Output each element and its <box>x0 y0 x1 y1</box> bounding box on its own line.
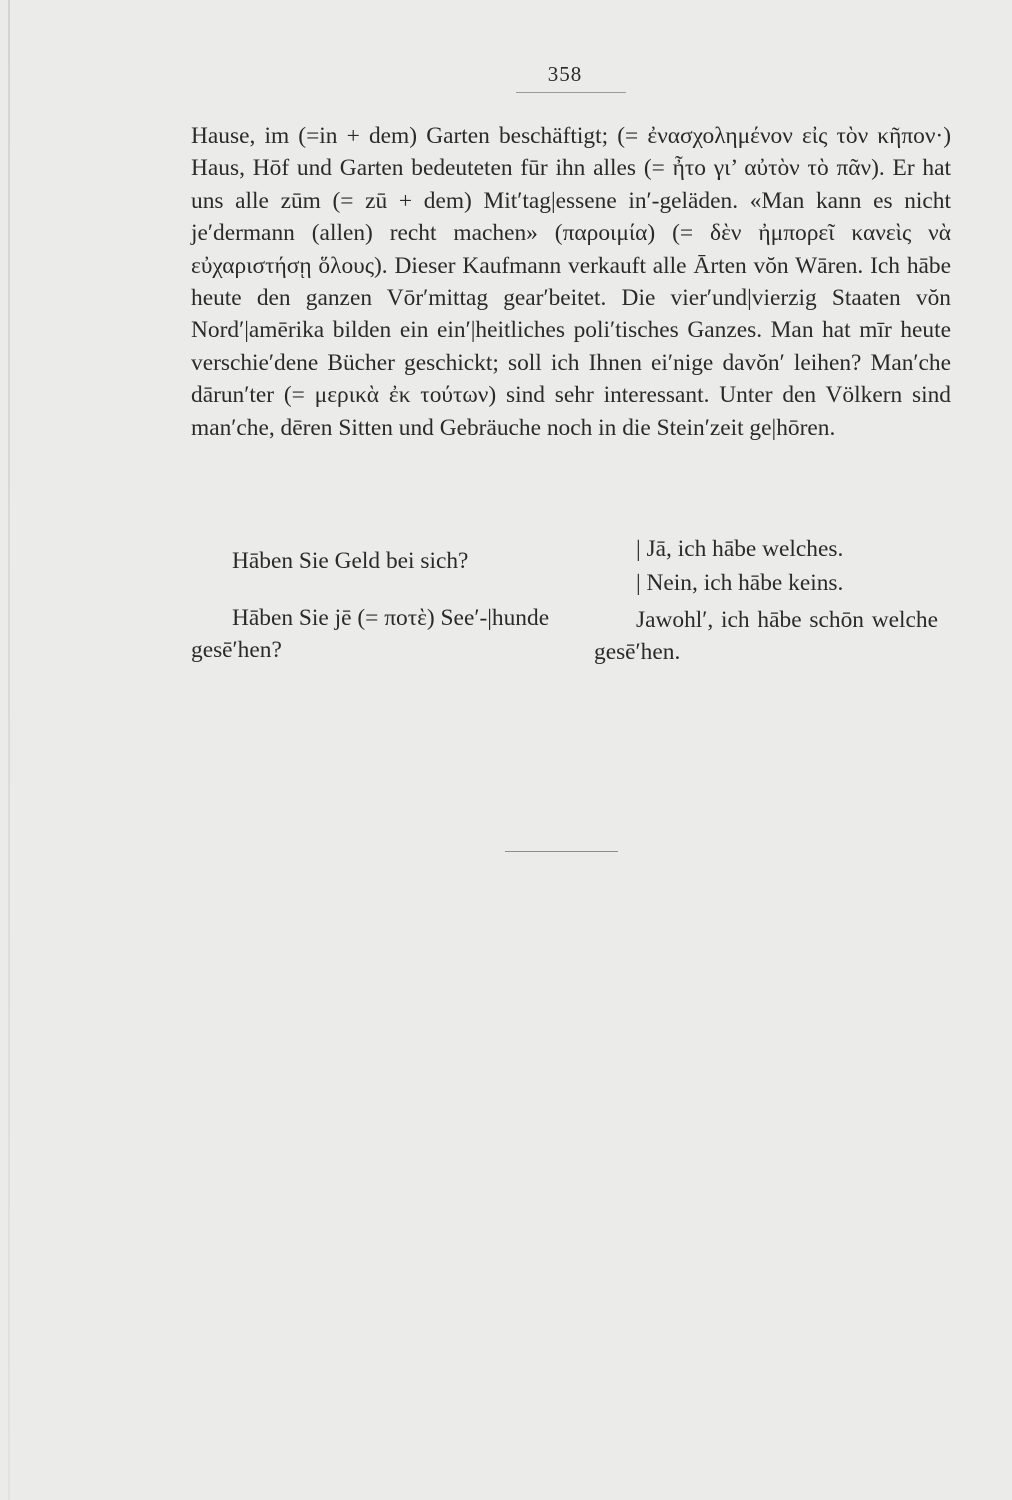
answer-money-yes: | Jā, ich hābe welches. <box>636 536 844 562</box>
question-seals: Hāben Sie jē (= ποτὲ) See′-|hunde gesē′hen? <box>191 605 550 664</box>
answer-seals: Jawohl′, ich hābe schōn welche gesē′hen. <box>594 607 938 666</box>
section-end-rule <box>505 851 618 852</box>
main-paragraph: Hause, im (=in + dem) Garten beschäftigt; (= ἐνασχολημένον εἰς τὸν κῆπον·) Haus, Hōf und Garten bedeuteten fūr ihn alles (= ἦτο γι’ αὐτὸν τὸ πᾶν). Er hat uns alle zūm (= zū + dem) Mit′tag|essene in′-geläden. «Man kann es nicht je′dermann (allen) recht machen» (παροιμία) (= δὲν ἠμπορεῖ κανεὶς νὰ εὐχαριστήσῃ ὅλους). Dieser Kaufmann verkauft alle Ārten vŏn Wāren. Ich hābe heute den ganzen Vōr′mittag gear′beitet. Die vier′und|vierzig Staaten vŏn Nord′|amērika bilden ein ein′|heitliches poli′tisches Ganzes. Man hat mīr heute verschie′dene Bücher geschickt; soll ich Ihnen ei′nige davŏn′ leihen? Man′che dārun′ter (= μερικὰ ἐκ τούτων) sind sehr interessant. Unter den Völkern sind man′che, dēren Sitten und Gebräuche noch in die Stein′zeit ge|hōren. <box>191 123 951 441</box>
page-number: 358 <box>547 62 583 86</box>
page-edge-shadow <box>8 0 10 1500</box>
page-number-rule <box>516 92 626 93</box>
answer-money-no: | Nein, ich hābe keins. <box>636 570 844 596</box>
question-money: Hāben Sie Geld bei sich? <box>232 548 469 574</box>
